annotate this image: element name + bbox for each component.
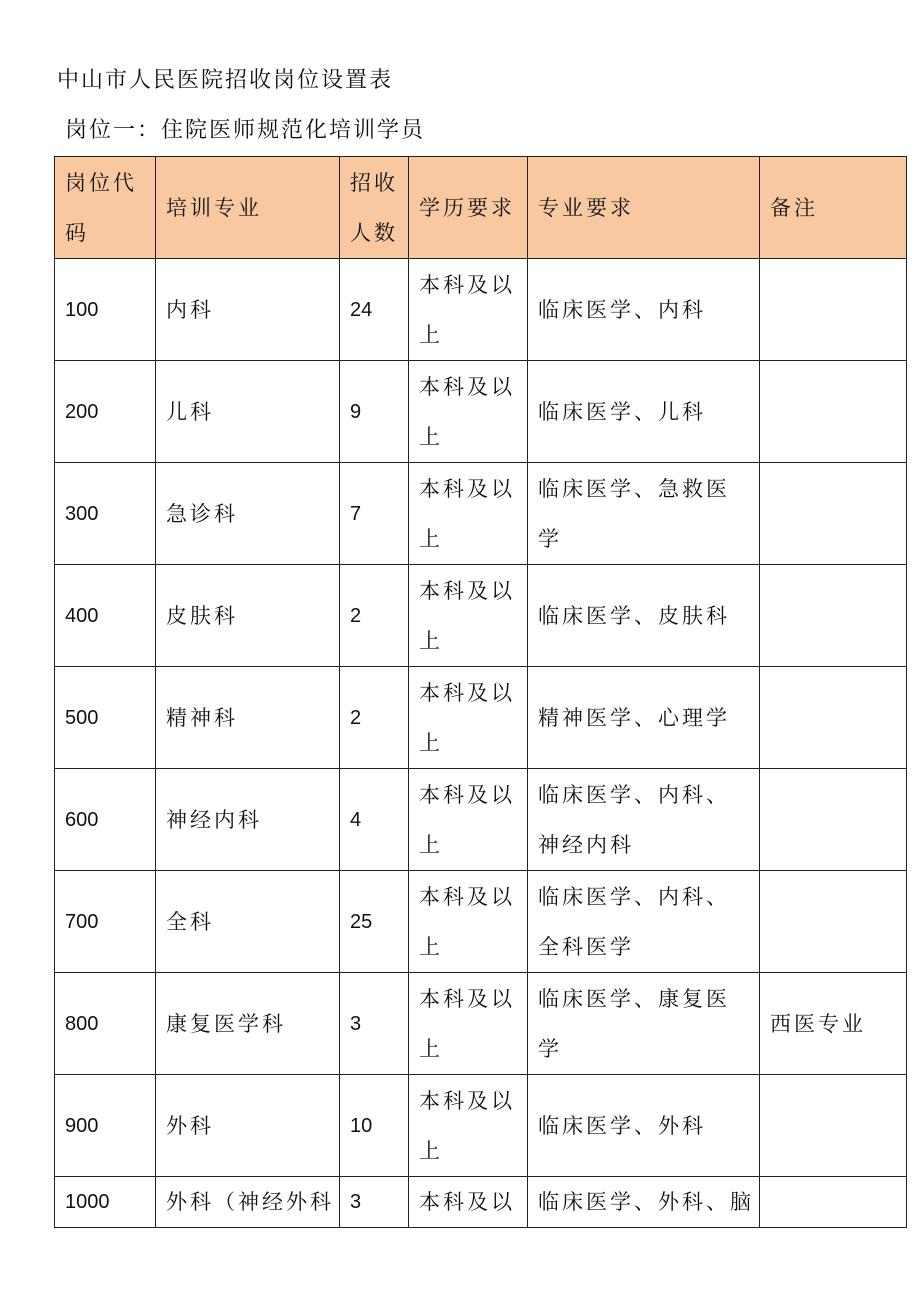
cell-quota: 24	[340, 259, 409, 361]
cell-quota: 4	[340, 769, 409, 871]
table-row	[55, 667, 907, 769]
table-row	[55, 565, 907, 667]
cell-quota: 2	[340, 667, 409, 769]
header-major: 专业要求	[528, 157, 760, 259]
cell-code: 300	[55, 463, 156, 565]
cell-specialty: 内科	[156, 259, 340, 361]
cell-major: 临床医学、内科、神经内科	[528, 769, 760, 871]
cell-quota: 3	[340, 973, 409, 1075]
positions-table	[54, 156, 907, 1228]
cell-education: 本科及以上	[409, 361, 528, 463]
cell-education: 本科及以上	[409, 871, 528, 973]
cell-notes	[760, 769, 907, 871]
cell-code: 1000	[55, 1177, 156, 1228]
cell-specialty: 皮肤科	[156, 565, 340, 667]
cell-notes	[760, 361, 907, 463]
cell-major: 临床医学、儿科	[528, 361, 760, 463]
cell-quota: 2	[340, 565, 409, 667]
cell-specialty: 外科	[156, 1075, 340, 1177]
cell-notes	[760, 259, 907, 361]
table-row	[55, 973, 907, 1075]
cell-major: 临床医学、康复医学	[528, 973, 760, 1075]
cell-code: 500	[55, 667, 156, 769]
cell-notes	[760, 871, 907, 973]
cell-notes	[760, 1177, 907, 1228]
cell-code: 600	[55, 769, 156, 871]
page-title: 中山市人民医院招收岗位设置表	[57, 68, 394, 93]
cell-education: 本科及以上	[409, 1075, 528, 1177]
table-row	[55, 871, 907, 973]
table-row	[55, 361, 907, 463]
cell-major: 精神医学、心理学	[528, 667, 760, 769]
cell-specialty: 全科	[156, 871, 340, 973]
table-row	[55, 769, 907, 871]
cell-code: 800	[55, 973, 156, 1075]
cell-specialty: 儿科	[156, 361, 340, 463]
header-notes: 备注	[760, 157, 907, 259]
cell-education: 本科及以上	[409, 973, 528, 1075]
cell-major: 临床医学、内科、全科医学	[528, 871, 760, 973]
table-row	[55, 259, 907, 361]
cell-notes	[760, 667, 907, 769]
table-row	[55, 1075, 907, 1177]
header-quota: 招收人数	[340, 157, 409, 259]
section-subtitle: 岗位一：住院医师规范化培训学员	[65, 118, 426, 143]
table-row	[55, 1177, 907, 1228]
cell-notes: 西医专业	[760, 973, 907, 1075]
cell-code: 700	[55, 871, 156, 973]
cell-specialty: 外科（神经外科	[156, 1177, 340, 1228]
table-header-row	[55, 157, 907, 259]
cell-education: 本科及以上	[409, 565, 528, 667]
cell-code: 100	[55, 259, 156, 361]
cell-quota: 25	[340, 871, 409, 973]
table-row	[55, 463, 907, 565]
cell-major: 临床医学、急救医学	[528, 463, 760, 565]
cell-specialty: 神经内科	[156, 769, 340, 871]
cell-major: 临床医学、外科	[528, 1075, 760, 1177]
cell-major: 临床医学、皮肤科	[528, 565, 760, 667]
cell-education: 本科及以上	[409, 259, 528, 361]
cell-quota: 10	[340, 1075, 409, 1177]
cell-education: 本科及以	[409, 1177, 528, 1228]
cell-specialty: 康复医学科	[156, 973, 340, 1075]
cell-quota: 7	[340, 463, 409, 565]
cell-notes	[760, 1075, 907, 1177]
cell-code: 200	[55, 361, 156, 463]
cell-major: 临床医学、外科、脑	[528, 1177, 760, 1228]
cell-specialty: 急诊科	[156, 463, 340, 565]
cell-notes	[760, 565, 907, 667]
cell-quota: 3	[340, 1177, 409, 1228]
header-education: 学历要求	[409, 157, 528, 259]
header-code: 岗位代码	[55, 157, 156, 259]
cell-quota: 9	[340, 361, 409, 463]
cell-education: 本科及以上	[409, 463, 528, 565]
cell-specialty: 精神科	[156, 667, 340, 769]
cell-education: 本科及以上	[409, 667, 528, 769]
cell-notes	[760, 463, 907, 565]
cell-code: 900	[55, 1075, 156, 1177]
header-specialty: 培训专业	[156, 157, 340, 259]
cell-education: 本科及以上	[409, 769, 528, 871]
cell-code: 400	[55, 565, 156, 667]
cell-major: 临床医学、内科	[528, 259, 760, 361]
